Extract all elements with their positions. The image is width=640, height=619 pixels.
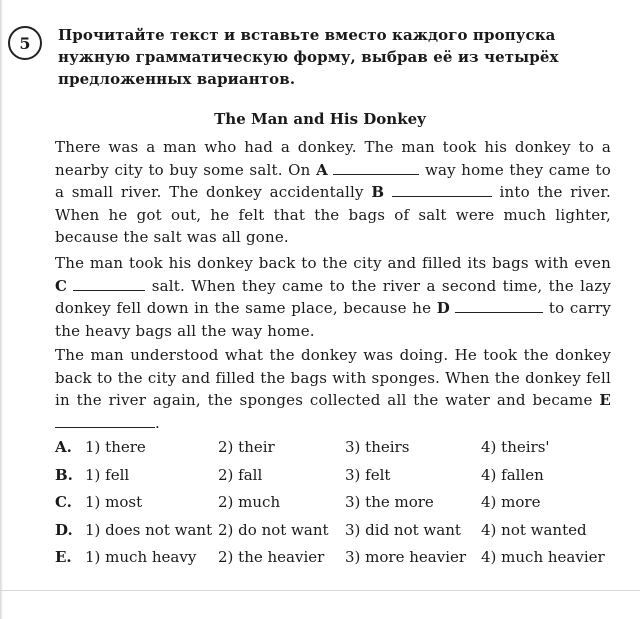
option-choice[interactable]: 1) much heavy — [85, 548, 197, 566]
option-choice[interactable]: 1) most — [85, 493, 143, 511]
p1-sentence-3: into the river. When he got out, he felt that the bags of salt were much lighter, because the salt was all gone. — [55, 183, 612, 246]
option-letter: B. — [55, 465, 73, 484]
gap-b-blank[interactable] — [392, 182, 492, 197]
option-row-e — [55, 548, 615, 576]
gap-label-c: C — [55, 276, 68, 295]
gap-a-blank[interactable] — [333, 160, 419, 175]
gap-label-a: A — [316, 160, 328, 179]
text-title: The Man and His Donkey — [214, 110, 426, 128]
gap-d-blank[interactable] — [455, 298, 543, 313]
paragraph-1 — [55, 136, 611, 249]
option-choice[interactable]: 3) did not want — [345, 520, 461, 539]
option-choice[interactable]: 2) their — [218, 438, 275, 456]
paragraph-2 — [55, 252, 611, 342]
option-choice[interactable]: 4) more — [481, 493, 541, 511]
option-letter: D. — [55, 520, 73, 539]
gap-e-blank[interactable] — [55, 413, 155, 428]
option-letter: A. — [55, 438, 72, 456]
option-choice[interactable]: 4) much heavier — [481, 548, 605, 566]
option-row-a — [55, 438, 615, 466]
option-choice[interactable]: 3) the more — [345, 493, 434, 511]
gap-label-d: D — [436, 299, 450, 317]
option-choice[interactable]: 3) felt — [345, 465, 391, 484]
option-choice[interactable]: 4) not wanted — [481, 520, 587, 539]
page-edge-shadow — [0, 0, 3, 619]
option-choice[interactable]: 2) the heavier — [218, 548, 325, 566]
answer-options — [55, 438, 615, 576]
task-instruction: Прочитайте текст и вставьте вместо каждого пропуска нужную грамматическую форму, выбрав её из четырёх предложенных вариантов. — [58, 26, 559, 88]
option-choice[interactable]: 1) does not want — [85, 520, 213, 539]
option-choice[interactable]: 1) fell — [85, 465, 130, 484]
option-choice[interactable]: 4) fallen — [481, 465, 544, 484]
p3-end: . — [155, 413, 160, 432]
option-letter: C. — [55, 493, 72, 511]
option-letter: E. — [55, 548, 72, 566]
option-row-d — [55, 521, 615, 549]
option-choice[interactable]: 4) theirs' — [481, 438, 550, 456]
p3-sentence-1: The man understood what the donkey was doing. He took the donkey back to the city and filled the bags with sponges. When the donkey fell in the river again, the sponges collected all the water and became — [55, 346, 611, 409]
gap-c-blank[interactable] — [73, 276, 145, 291]
paragraph-3 — [55, 344, 611, 434]
option-choice[interactable]: 3) more heavier — [345, 548, 467, 566]
option-row-b — [55, 466, 615, 494]
option-choice[interactable]: 2) do not want — [218, 520, 329, 539]
gap-label-e: E — [599, 391, 611, 409]
p2-sentence-2: salt. When they came to the river a second time, the lazy donkey fell down in the same place, because he — [55, 276, 611, 317]
page-bottom-edge — [0, 590, 640, 591]
p2-sentence-1: The man took his donkey back to the city and filled its bags with even — [55, 254, 611, 272]
option-choice[interactable]: 2) fall — [218, 465, 263, 484]
gap-label-b: B — [371, 183, 385, 201]
option-choice[interactable]: 1) there — [85, 438, 146, 456]
option-row-c — [55, 493, 615, 521]
option-choice[interactable]: 2) much — [218, 493, 281, 511]
option-choice[interactable]: 3) theirs — [345, 438, 410, 456]
task-number-badge — [8, 26, 42, 60]
task-number: 5 — [19, 33, 31, 53]
p1-sentence-2: way home they came to a small river. The donkey accidentally — [55, 160, 611, 201]
p1-sentence-1: There was a man who had a donkey. The man took his donkey to a nearby city to buy some salt. On — [55, 138, 611, 179]
p2-sentence-3: to carry the heavy bags all the way home. — [55, 299, 612, 340]
